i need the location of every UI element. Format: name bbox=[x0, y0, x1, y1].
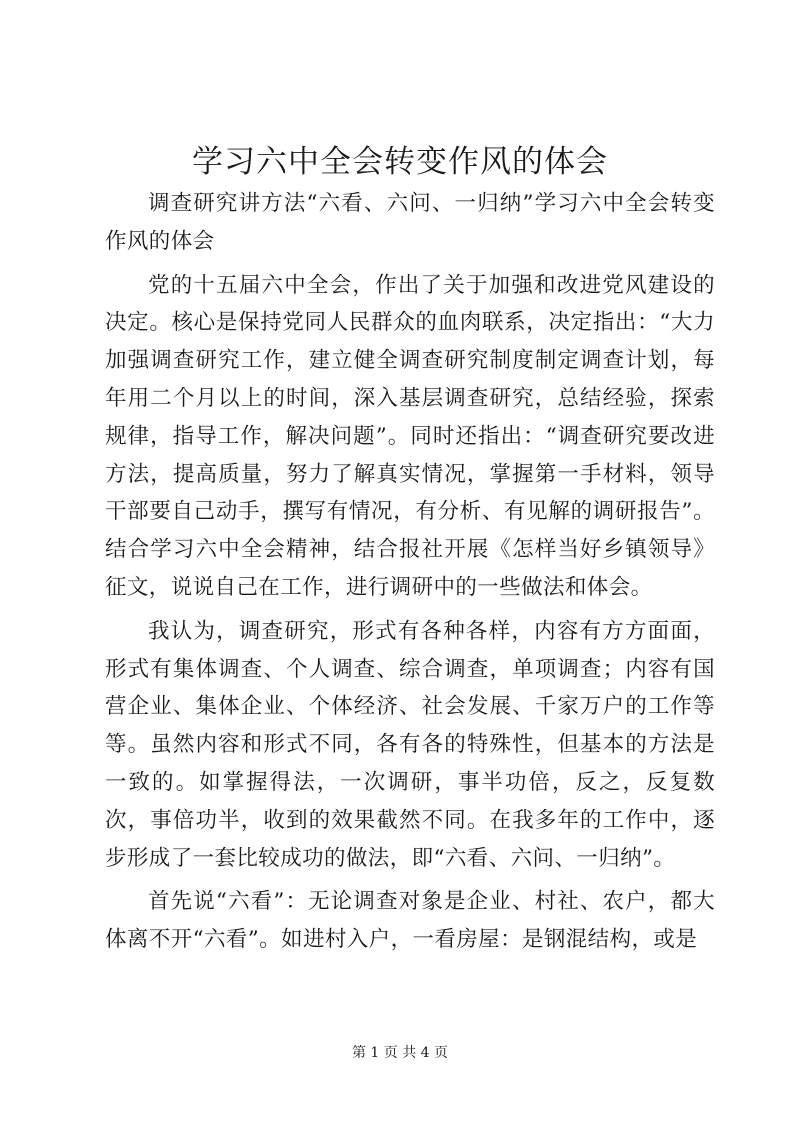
paragraph-4: 首先说“六看”：无论调查对象是企业、村社、农户，都大体离不开“六看”。如进村入户，一看房屋：是钢混结构，或是 bbox=[105, 889, 715, 953]
document-title: 学习六中全会转变作风的体会 bbox=[192, 144, 608, 180]
page-footer: 第 1 页 共 4 页 bbox=[351, 1045, 449, 1061]
paragraph-2: 党的十五届六中全会，作出了关于加强和改进党风建设的决定。核心是保持党同人民群众的血肉联系，决定指出：“大力加强调查研究工作，建立健全调查研究制度制定调查计划，每年用二个月以上的时间，深入基层调查研究，总结经验，探索规律，指导工作，解决问题”。同时还指出：“调查研究要改进方法，提高质量，努力了解真实情况，掌握第一手材料，领导干部要自己动手，撰写有情况，有分析、有见解的调研报告”。结合学习六中全会精神，结合报社开展《怎样当好乡镇领导》征文，说说自己在工作，进行调研中的一些做法和体会。 bbox=[105, 272, 715, 600]
paragraph-1: 调查研究讲方法“六看、六问、一归纳”学习六中全会转变作风的体会 bbox=[105, 191, 715, 254]
paragraph-3: 我认为，调查研究，形式有各种各样，内容有方方面面，形式有集体调查、个人调查、综合调查，单项调查；内容有国营企业、集体企业、个体经济、社会发展、千家万户的工作等等。虽然内容和形式不同，各有各的特殊性，但基本的方法是一致的。如掌握得法，一次调研，事半功倍，反之，反复数次，事倍功半，收到的效果截然不同。在我多年的工作中，逐步形成了一套比较成功的做法，即“六看、六问、一归纳”。 bbox=[105, 618, 715, 871]
document-body bbox=[105, 185, 715, 965]
